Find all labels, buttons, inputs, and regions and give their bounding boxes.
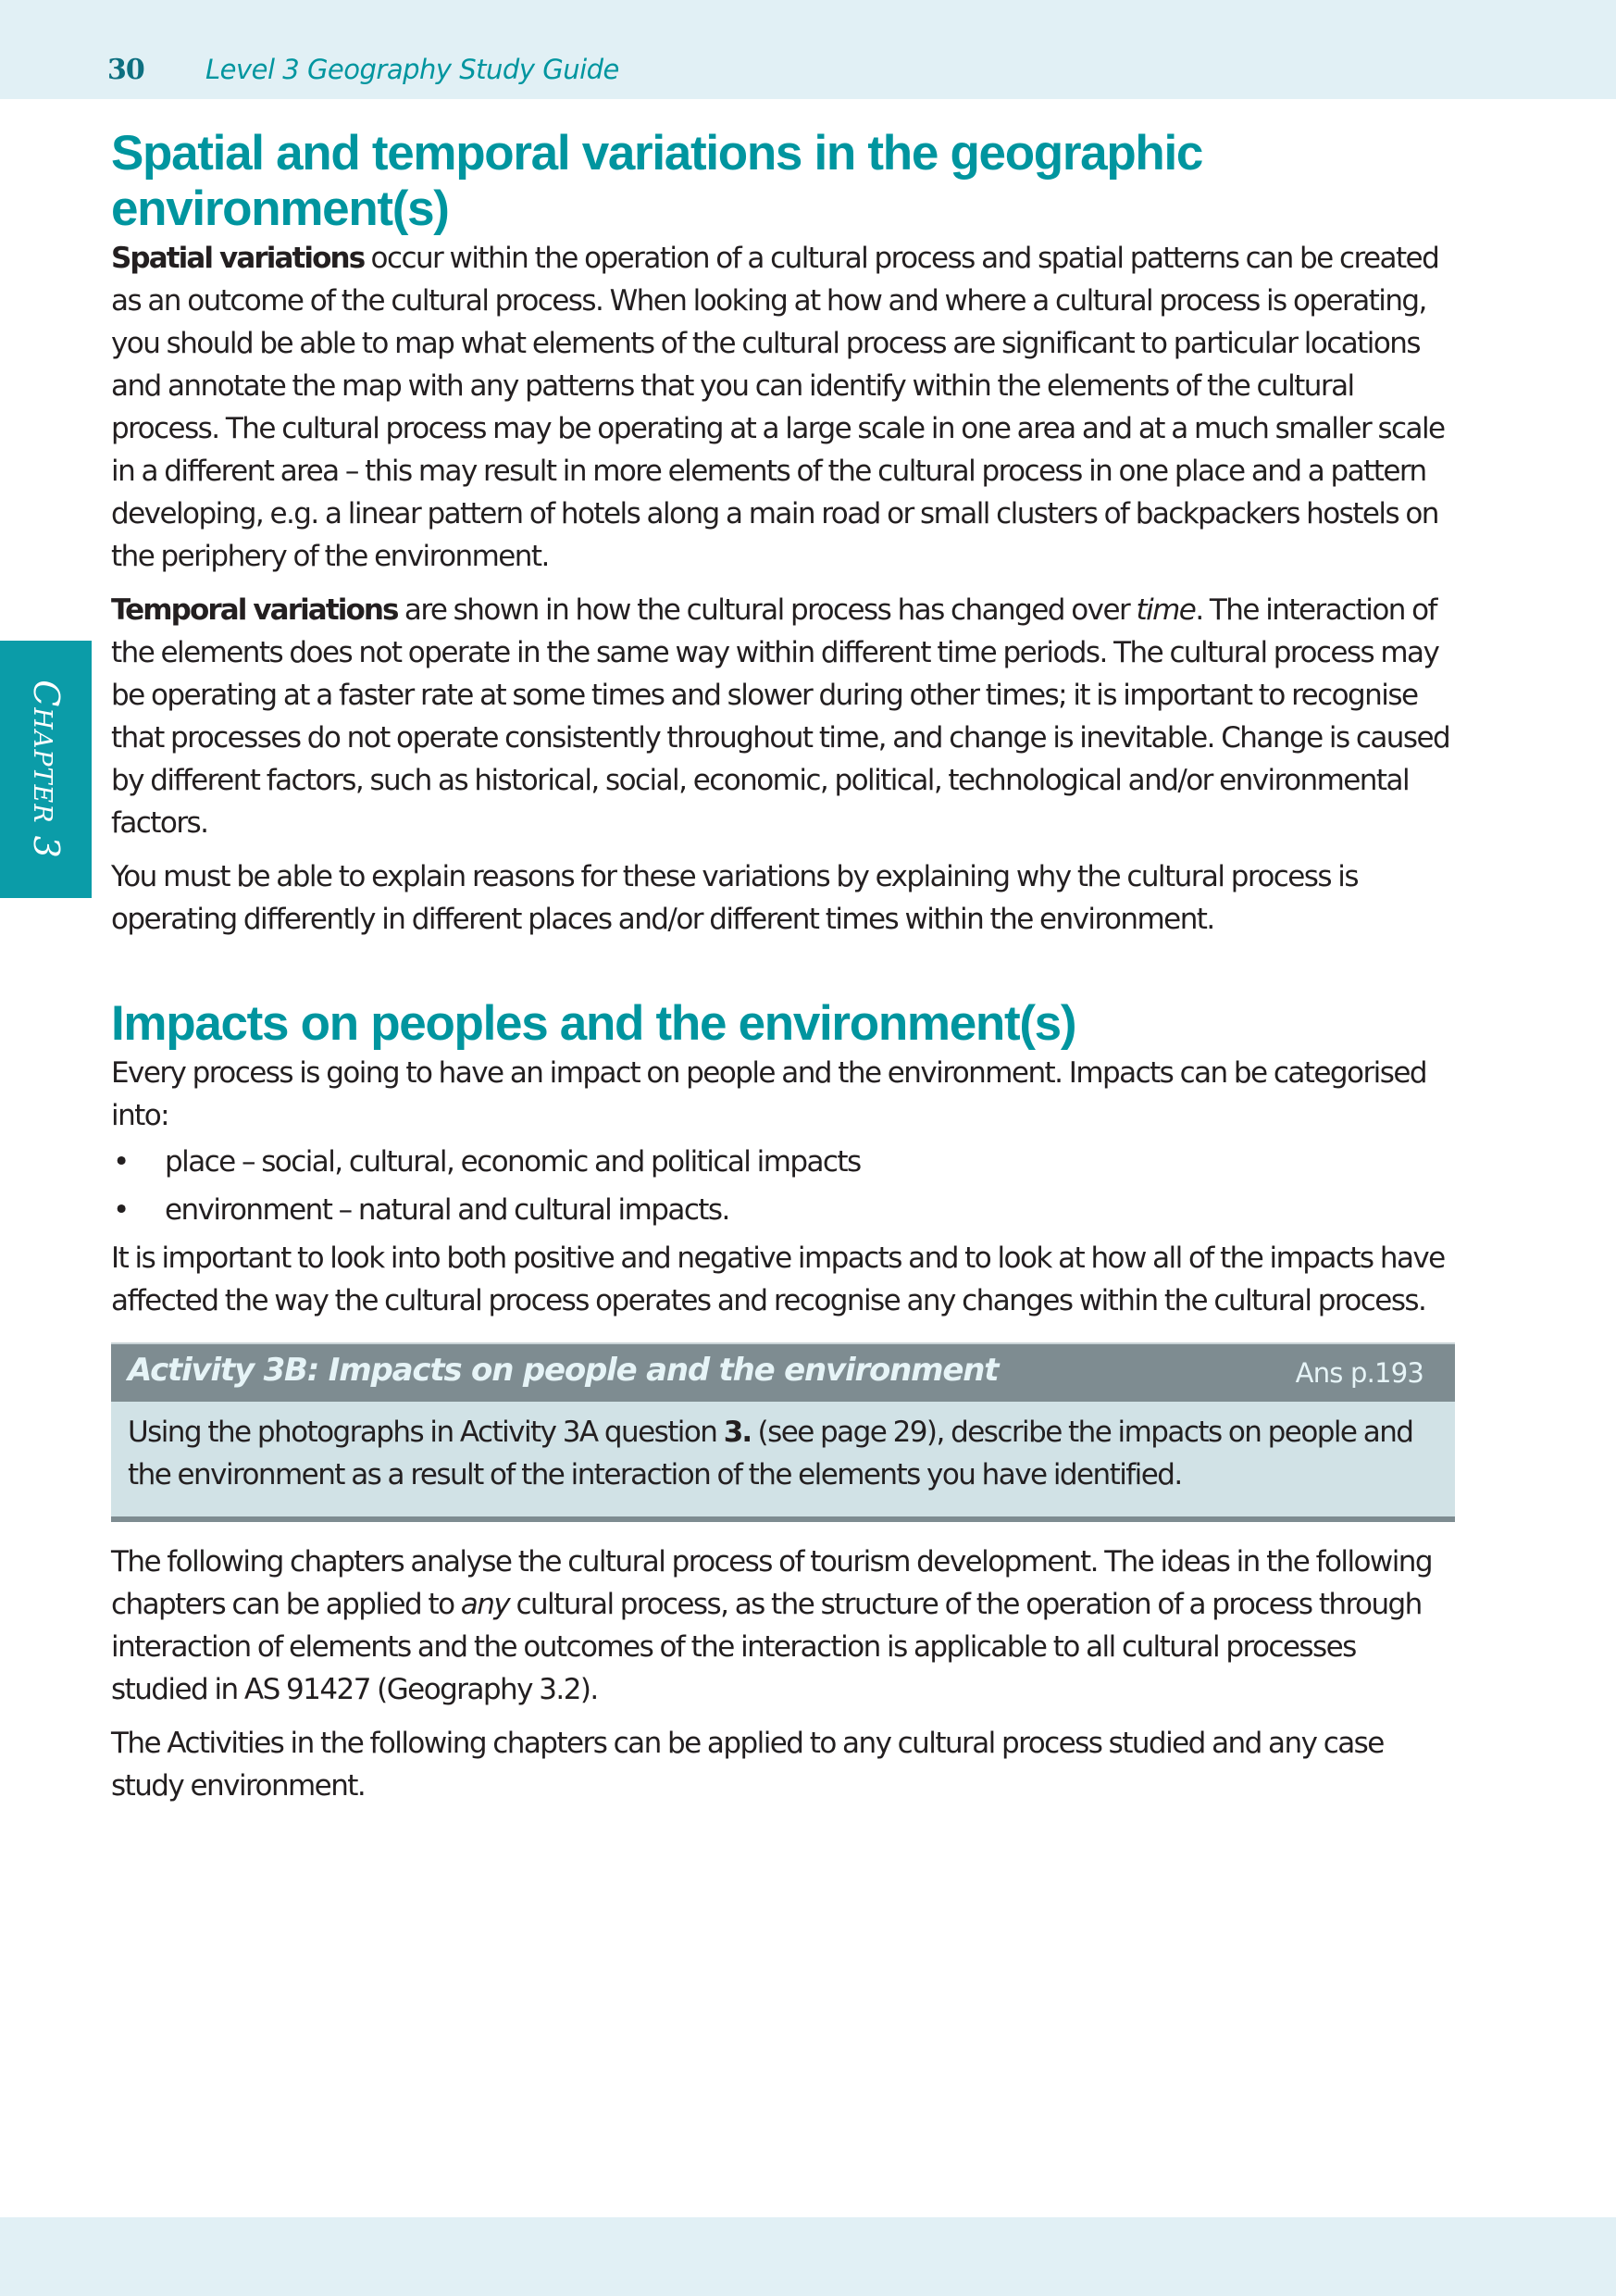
paragraph-text: . The interaction of the elements does not operate in the same way within different time periods. The cultural process may be operating at a faster rate at some times and slower during other times; it is important to recognise that processes do not operate consistently throughout time, and change is inevitable. Change is caused by different factors, such as historical, social, economic, political, technological and/or environmental factors. (111, 593, 1450, 840)
page-content (111, 126, 1453, 1807)
list-item-text: environment – natural and cultural impacts. (165, 1193, 729, 1227)
paragraph-impacts-intro: Every process is going to have an impact on people and the environment. Impacts can be categorised into: (111, 1056, 1426, 1132)
paragraph-text: cultural process, as the structure of the operation of a process through interaction of elements and the outcomes of the interaction is applicable to all cultural processes studied in AS 91427 (Geography 3.2). (111, 1588, 1422, 1706)
page-number: 30 (107, 54, 144, 86)
header-band (0, 0, 1616, 99)
section-heading-spatial-temporal: Spatial and temporal variations in the geographic environment(s) (111, 126, 1203, 236)
paragraph-explain-reasons: You must be able to explain reasons for these variations by explaining why the cultural process is operating differently in different places and/or different times within the environment. (111, 860, 1358, 936)
list-item (111, 1141, 1453, 1183)
paragraph-text: are shown in how the cultural process has changed over (397, 593, 1137, 627)
activity-text: (see page 29), describe the impacts on people and the environment as a result of the interaction of the elements you have identified. (128, 1416, 1413, 1491)
list-item (111, 1189, 1453, 1231)
chapter-tab (0, 641, 92, 898)
activity-box (111, 1342, 1455, 1522)
running-title: Level 3 Geography Study Guide (205, 54, 619, 85)
activity-body (111, 1402, 1455, 1516)
bullet-icon: • (113, 1193, 129, 1227)
paragraph-following-chapters (111, 1541, 1453, 1711)
activity-title: Activity 3B: Impacts on people and the environment (128, 1352, 999, 1389)
activity-header (111, 1342, 1455, 1402)
paragraph-activities-applicability: The Activities in the following chapters can be applied to any cultural process studied and any case study environment. (111, 1727, 1384, 1803)
chapter-tab-label: Chapter 3 (26, 680, 67, 859)
answer-reference: Ans p.193 (1295, 1357, 1423, 1389)
paragraph-spatial-variations (111, 237, 1453, 578)
list-item-text: place – social, cultural, economic and political impacts (165, 1145, 861, 1179)
paragraph-temporal-variations (111, 589, 1453, 844)
term-temporal-variations: Temporal variations (111, 593, 398, 627)
question-number: 3. (723, 1416, 752, 1449)
paragraph-text: The following chapters analyse the cultural process of tourism development. The ideas in the following chapters can be applied to (111, 1545, 1433, 1621)
emphasis-any: any (460, 1588, 510, 1621)
bullet-icon: • (113, 1145, 129, 1179)
emphasis-time: time (1136, 593, 1196, 627)
paragraph-impacts-importance: It is important to look into both positive and negative impacts and to look at how all of the impacts have affected the way the cultural process operates and recognise any changes within the cultural process. (111, 1242, 1445, 1317)
impact-categories-list (111, 1141, 1453, 1231)
activity-instructions (128, 1411, 1438, 1496)
activity-text: Using the photographs in Activity 3A question (128, 1416, 724, 1449)
paragraph-text: occur within the operation of a cultural process and spatial patterns can be created as an outcome of the cultural process. When looking at how and where a cultural process is operating, you should be able to map what elements of the cultural process are significant to particular locations and annotate the map with any patterns that you can identify within the elements of the cultural process. The cultural process may be operating at a large scale in one area and at a much smaller scale in a different area – this may result in more elements of the cultural process in one place and a pattern developing, e.g. a linear pattern of hotels along a main road or small clusters of backpackers hostels on the periphery of the environment. (111, 242, 1445, 573)
section-heading-impacts: Impacts on peoples and the environment(s) (111, 996, 1076, 1051)
footer-band (0, 2217, 1616, 2296)
term-spatial-variations: Spatial variations (111, 242, 365, 275)
